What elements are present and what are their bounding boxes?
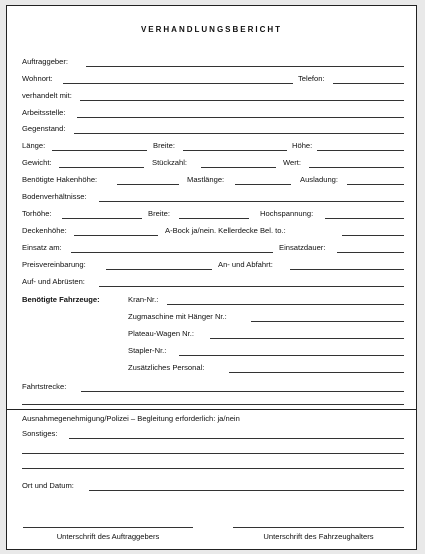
page-title: VERHANDLUNGSBERICHT — [140, 25, 283, 34]
sonstiges-field-line-2[interactable] — [22, 453, 404, 454]
wert-label: Wert: — [283, 158, 302, 167]
zugmaschine-field[interactable] — [251, 321, 404, 322]
torhoehe-label: Torhöhe: — [22, 209, 52, 218]
zugmaschine-label: Zugmaschine mit Hänger Nr.: — [128, 312, 227, 321]
signature-label-fahrzeughalter: Unterschrift des Fahrzeughalters — [263, 532, 374, 541]
auf-abruesten-label: Auf- und Abrüsten: — [22, 277, 85, 286]
fahrzeuge-heading: Benötigte Fahrzeuge: — [22, 295, 100, 304]
tor-breite-label: Breite: — [148, 209, 170, 218]
hakenhoehe-field[interactable] — [117, 184, 179, 185]
kran-nr-field[interactable] — [167, 304, 404, 305]
ausnahme-label: Ausnahmegenehmigung/Polizei – Begleitung erforderlich: ja/nein — [22, 414, 240, 423]
ort-datum-field[interactable] — [89, 490, 404, 491]
breite-field[interactable] — [183, 150, 287, 151]
plateau-wagen-field[interactable] — [210, 338, 404, 339]
auf-abruesten-field[interactable] — [99, 286, 404, 287]
einsatz-am-field[interactable] — [71, 252, 273, 253]
section-divider — [7, 409, 416, 410]
an-abfahrt-label: An- und Abfahrt: — [218, 260, 273, 269]
plateau-wagen-label: Plateau-Wagen Nr.: — [128, 329, 194, 338]
auftraggeber-field[interactable] — [86, 66, 404, 67]
breite-label: Breite: — [153, 141, 175, 150]
personal-field[interactable] — [229, 372, 404, 373]
bodenverhaeltnisse-field[interactable] — [99, 201, 404, 202]
auftraggeber-label: Auftraggeber: — [22, 57, 69, 66]
gewicht-label: Gewicht: — [22, 158, 52, 167]
fahrtstrecke-field[interactable] — [81, 391, 404, 392]
an-abfahrt-field[interactable] — [290, 269, 404, 270]
preisvereinbarung-label: Preisvereinbarung: — [22, 260, 86, 269]
torhoehe-field[interactable] — [62, 218, 142, 219]
stueckzahl-label: Stückzahl: — [152, 158, 188, 167]
sonstiges-label: Sonstiges: — [22, 429, 58, 438]
einsatz-am-label: Einsatz am: — [22, 243, 62, 252]
stueckzahl-field[interactable] — [201, 167, 276, 168]
arbeitsstelle-field[interactable] — [77, 117, 404, 118]
laenge-field[interactable] — [52, 150, 147, 151]
signature-line-fahrzeughalter[interactable] — [233, 527, 404, 528]
wohnort-field[interactable] — [63, 83, 293, 84]
gegenstand-field[interactable] — [74, 133, 404, 134]
einsatzdauer-field[interactable] — [337, 252, 404, 253]
telefon-field[interactable] — [333, 83, 404, 84]
deckenhoehe-field[interactable] — [74, 235, 158, 236]
hakenhoehe-label: Benötigte Hakenhöhe: — [22, 175, 98, 184]
hoehe-label: Höhe: — [292, 141, 313, 150]
hochspannung-label: Hochspannung: — [260, 209, 314, 218]
bodenverhaeltnisse-label: Bodenverhältnisse: — [22, 192, 87, 201]
einsatzdauer-label: Einsatzdauer: — [279, 243, 326, 252]
a-bock-field[interactable] — [342, 235, 404, 236]
sonstiges-field[interactable] — [69, 438, 404, 439]
stapler-field[interactable] — [179, 355, 404, 356]
tor-breite-field[interactable] — [179, 218, 249, 219]
form-sheet — [6, 5, 417, 550]
fahrtstrecke-label: Fahrtstrecke: — [22, 382, 67, 391]
signature-line-auftraggeber[interactable] — [23, 527, 193, 528]
sonstiges-field-line-3[interactable] — [22, 468, 404, 469]
verhandelt-mit-label: verhandelt mit: — [22, 91, 72, 100]
ort-datum-label: Ort und Datum: — [22, 481, 74, 490]
personal-label: Zusätzliches Personal: — [128, 363, 205, 372]
stapler-label: Stapler-Nr.: — [128, 346, 167, 355]
wohnort-label: Wohnort: — [22, 74, 53, 83]
mastlaenge-field[interactable] — [235, 184, 291, 185]
gewicht-field[interactable] — [59, 167, 144, 168]
laenge-label: Länge: — [22, 141, 46, 150]
hoehe-field[interactable] — [317, 150, 404, 151]
telefon-label: Telefon: — [298, 74, 325, 83]
a-bock-label: A-Bock ja/nein. Kellerdecke Bel. to.: — [165, 226, 286, 235]
hochspannung-field[interactable] — [325, 218, 404, 219]
gegenstand-label: Gegenstand: — [22, 124, 66, 133]
deckenhoehe-label: Deckenhöhe: — [22, 226, 67, 235]
arbeitsstelle-label: Arbeitsstelle: — [22, 108, 66, 117]
signature-label-auftraggeber: Unterschrift des Auftraggebers — [56, 532, 160, 541]
ausladung-field[interactable] — [347, 184, 404, 185]
fahrtstrecke-field-line-2[interactable] — [22, 404, 404, 405]
mastlaenge-label: Mastlänge: — [187, 175, 225, 184]
kran-nr-label: Kran-Nr.: — [128, 295, 159, 304]
wert-field[interactable] — [309, 167, 404, 168]
preisvereinbarung-field[interactable] — [106, 269, 212, 270]
ausladung-label: Ausladung: — [300, 175, 338, 184]
verhandelt-mit-field[interactable] — [80, 100, 404, 101]
